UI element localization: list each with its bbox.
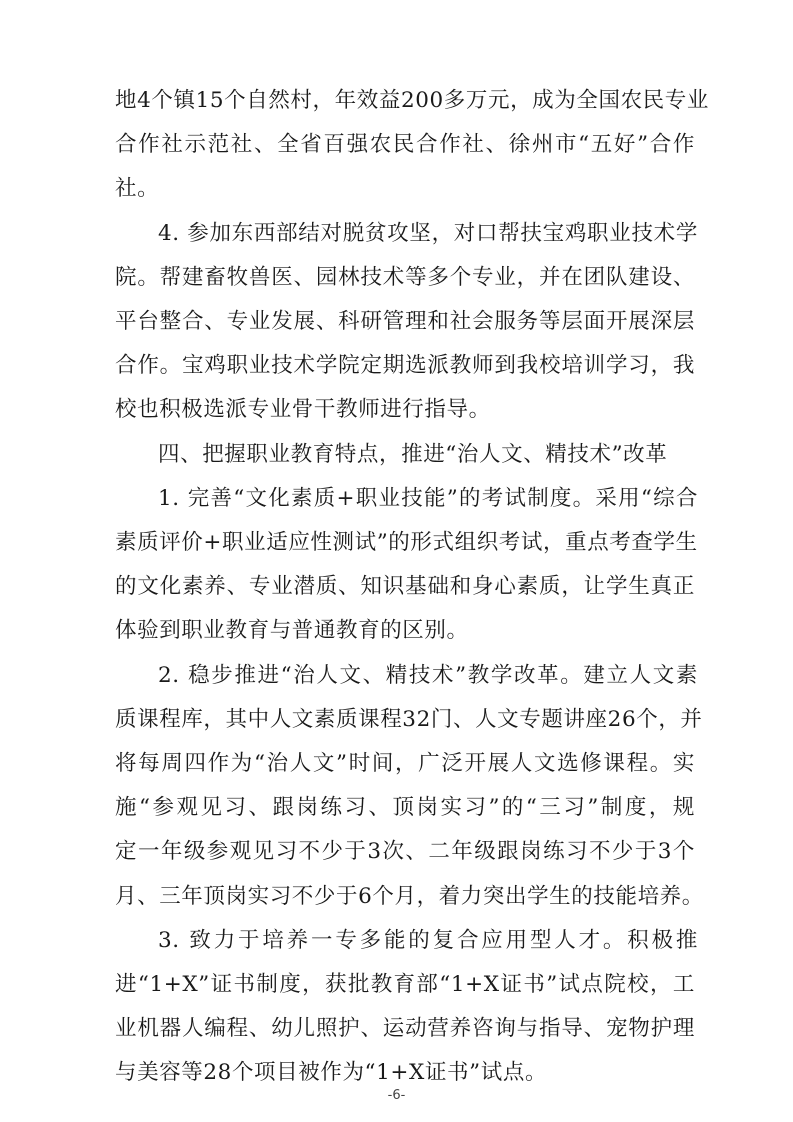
text-line: 社。 xyxy=(115,176,160,202)
text-line: 地4个镇15个自然村，年效益200多万元，成为全国农民专业 xyxy=(115,88,709,113)
text-line: 进“1+X”证书制度，获批教育部“1+X证书”试点院校，工 xyxy=(115,972,695,997)
page-number: -6- xyxy=(387,1088,406,1103)
text-line: 3. 致力于培养一专多能的复合应用型人才。积极推 xyxy=(158,927,698,953)
text-line: 1. 完善“文化素质+职业技能”的考试制度。采用“综合 xyxy=(158,485,698,511)
text-line: 质课程库，其中人文素质课程32门、人文专题讲座26个，并 xyxy=(115,706,703,732)
text-line: 施“参观见习、跟岗练习、顶岗实习”的“三习”制度，规 xyxy=(115,795,695,821)
text-line: 业机器人编程、幼儿照护、运动营养咨询与指导、宠物护理 xyxy=(115,1016,695,1042)
text-line: 校也积极选派专业骨干教师进行指导。 xyxy=(115,397,491,423)
text-line: 2. 稳步推进“治人文、精技术”教学改革。建立人文素 xyxy=(158,662,698,688)
text-line: 4. 参加东西部结对脱贫攻坚，对口帮扶宝鸡职业技术学 xyxy=(158,220,698,246)
text-line: 月、三年顶岗实习不少于6个月，着力突出学生的技能培养。 xyxy=(115,883,704,909)
text-line: 合作社示范社、全省百强农民合作社、徐州市“五好”合作 xyxy=(115,132,695,158)
text-line: 的文化素养、专业潜质、知识基础和身心素质，让学生真正 xyxy=(115,574,695,600)
text-line: 定一年级参观见习不少于3次、二年级跟岗练习不少于3个 xyxy=(115,839,695,865)
text-line: 院。帮建畜牧兽医、园林技术等多个专业，并在团队建设、 xyxy=(115,264,695,290)
text-line: 体验到职业教育与普通教育的区别。 xyxy=(115,618,469,644)
text-line: 与美容等28个项目被作为“1+X证书”试点。 xyxy=(115,1060,548,1086)
text-line: 合作。宝鸡职业技术学院定期选派教师到我校培训学习，我 xyxy=(115,353,695,379)
text-line: 平台整合、专业发展、科研管理和社会服务等层面开展深层 xyxy=(115,309,695,334)
text-line: 素质评价+职业适应性测试”的形式组织考试，重点考查学生 xyxy=(115,530,698,555)
text-line: 将每周四作为“治人文”时间，广泛开展人文选修课程。实 xyxy=(115,751,695,776)
section-heading: 四、把握职业教育特点，推进“治人文、精技术”改革 xyxy=(158,441,668,467)
